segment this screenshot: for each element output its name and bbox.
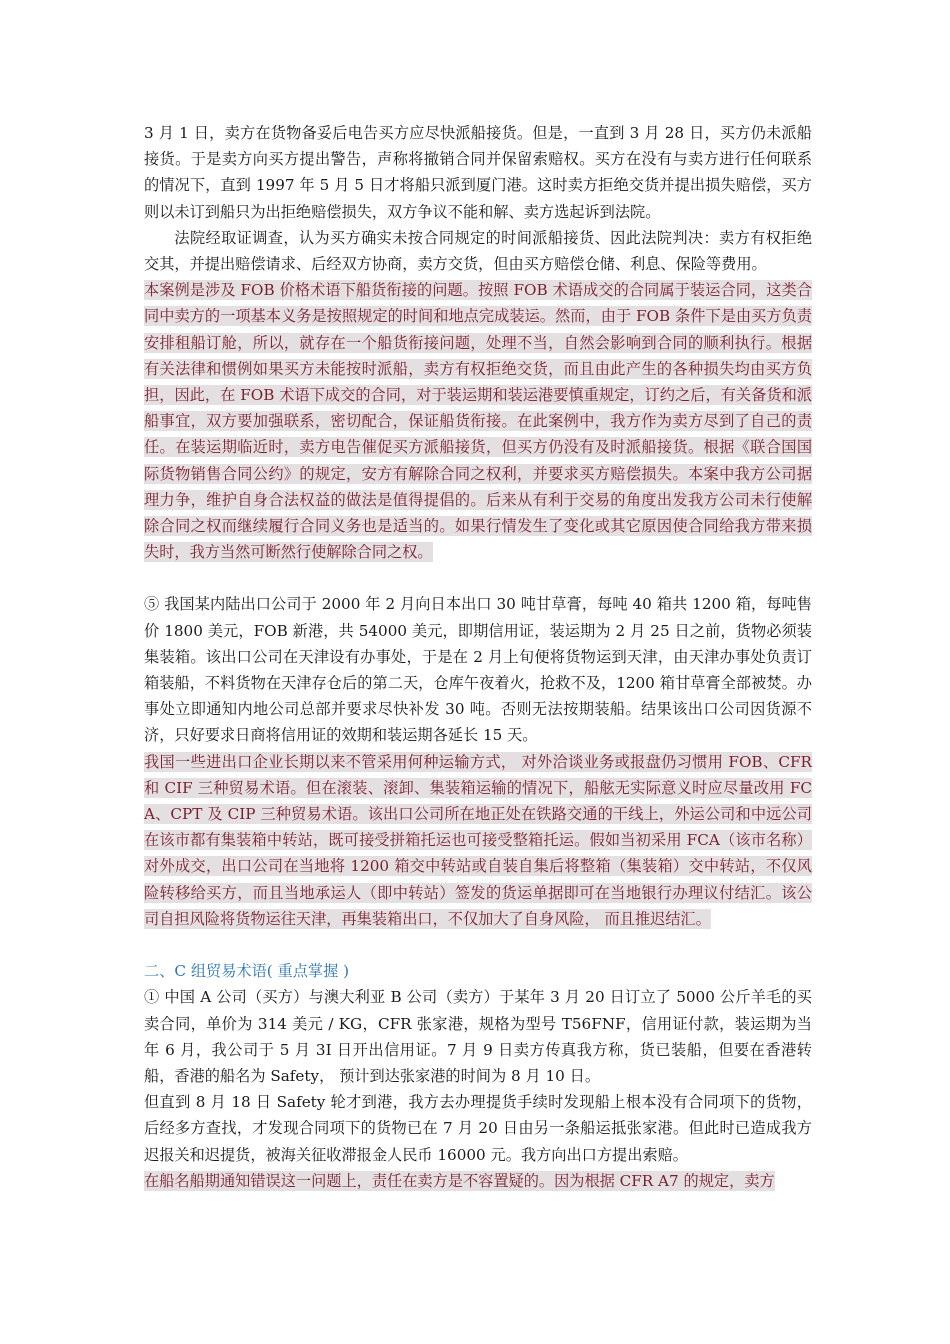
paragraph-case-facts: 3 月 1 日，卖方在货物备妥后电告买方应尽快派船接货。但是，一直到 3 月 28 日，买方仍未派船接货。于是卖方向买方提出警告，声称将撤销合同并保留索赔权。买方在没有与卖方进行任何联系的情况下，直到 1997 年 5 月 5 日才将船只派到厦门港。这时卖方拒绝交货并提出损失赔偿，买方则以未订到船只为出拒绝赔偿损失，双方争议不能和解、卖方选起诉到法院。 — [144, 124, 812, 221]
paragraph-case-5: ⑤ 我国某内陆出口公司于 2000 年 2 月向日本出口 30 吨甘草膏，每吨 40 箱共 1200 箱，每吨售价 1800 美元，FOB 新港，共 54000 美元，即期信用证，装运期为 2 月 25 日之前，货物必须装集装箱。该出口公司在天津设有办事处，于是在 2 月上旬便将货物运到天津，由天津办事处负责订箱装船，不料货物在天津存仓后的第二天，仓库午夜着火，抢救不及，1200 箱甘草膏全部被焚。办事处立即通知内地公司总部并要求尽快补发 30 吨。否则无法按期装船。结果该出口公司因货源不济，只好要求日商将信用证的效期和装运期各延长 15 天。 — [144, 595, 812, 745]
highlighted-text-fob-analysis: 本案例是涉及 FOB 价格术语下船货衔接的问题。按照 FOB 术语成交的合同属于装运合同，这类合同中卖方的一项基本义务是按照规定的时间和地点完成装运。然而，由于 FOB 条件下是由买方负责安排租船订舱，所以，就存在一个船货衔接问题，处理不当，自然会影响到合同的顺利执行。根据有关法律和惯例如果买方未能按时派船，卖方有权拒绝交货，而且由此产生的各种损失均由买方负担，因此，在 FOB 术语下成交的合同，对于装运期和装运港要慎重规定，订约之后，有关备货和派船事宜，双方要加强联系，密切配合，保证船货衔接。在此案例中，我方作为卖方尽到了自己的责任。在装运期临近时，卖方电告催促买方派船接货，但买方仍没有及时派船接货。根据《联合国国际货物销售合同公约》的规定，安方有解除合同之权利，并要求买方赔偿损失。本案中我方公司据理力争，维护自身合法权益的做法是值得提倡的。后来从有利于交易的角度出发我方公司未行使解除合同之权而继续履行合同义务也是适当的。如果行情发生了变化或其它原因使合同给我方带来损失时，我方当然可断然行使解除合同之权。 — [144, 281, 812, 562]
document-body — [144, 120, 812, 1194]
paragraph-case-1: ① 中国 A 公司（买方）与澳大利亚 B 公司（卖方）于某年 3 月 20 日订立了 5000 公斤羊毛的买卖合同，单价为 314 美元 / KG，CFR 张家港，规格为型号 T56FNF，信用证付款，装运期为当年 6 月，我公司于 5 月 3I 日开出信用证。7 月 9 日卖方传真我方称，货已装船，但要在香港转船，香港的船名为 Safety， 预计到达张家港的时间为 8 月 10 日。 — [144, 988, 812, 1085]
paragraph-spacer — [144, 932, 812, 958]
highlighted-text-case-5-analysis: 我国一些进出口企业长期以来不管采用何种运输方式， 对外洽谈业务或报盘仍习惯用 FOB、CFR 和 CIF 三种贸易术语。但在滚装、滚卸、集装箱运输的情况下，船舷无实际意义时应尽量改用 FCA、CPT 及 CIP 三种贸易术语。该出口公司所在地正处在铁路交通的干线上，外运公司和中远公司在该市都有集装箱中转站，既可接受拼箱托运也可接受整箱托运。假如当初采用 FCA（该市名称）对外成交，出口公司在当地将 1200 箱交中转站或自装自集后将整箱（集装箱）交中转站，不仅风险转移给买方，而且当地承运人（即中转站）签发的货运单据即可在当地银行办理议付结汇。该公司自担风险将货物运往天津，再集装箱出口，不仅加大了自身风险， 而且推迟结汇。 — [144, 752, 812, 928]
paragraph-case-5-analysis — [144, 749, 812, 932]
section-heading-c-terms: 二、C 组贸易术语( 重点掌握 ) — [144, 962, 350, 981]
paragraph-court-ruling: 法院经取证调查，认为买方确实未按合同规定的时间派船接货、因此法院判决：卖方有权拒绝交其，并提出赔偿请求、后经双方协商，卖方交货，但由买方赔偿仓储、利息、保险等费用。 — [144, 228, 812, 274]
paragraph-case-1-continued: 但直到 8 月 18 日 Safety 轮才到港，我方去办理提货手续时发现船上根本没有合同项下的货物，后经多方查找，才发现合同项下的货物已在 7 月 20 日由另一条船运抵张家港。但此时已造成我方迟报关和迟提货，被海关征收滞报金人民币 16000 元。我方向出口方提出索赔。 — [144, 1093, 812, 1164]
highlighted-text-case-1-analysis: 在船名船期通知错误这一问题上，责任在卖方是不容置疑的。因为根据 CFR A7 的规定，卖方 — [144, 1171, 775, 1190]
paragraph-fob-analysis — [144, 277, 812, 565]
paragraph-spacer — [144, 565, 812, 591]
paragraph-case-1-analysis — [144, 1168, 812, 1194]
